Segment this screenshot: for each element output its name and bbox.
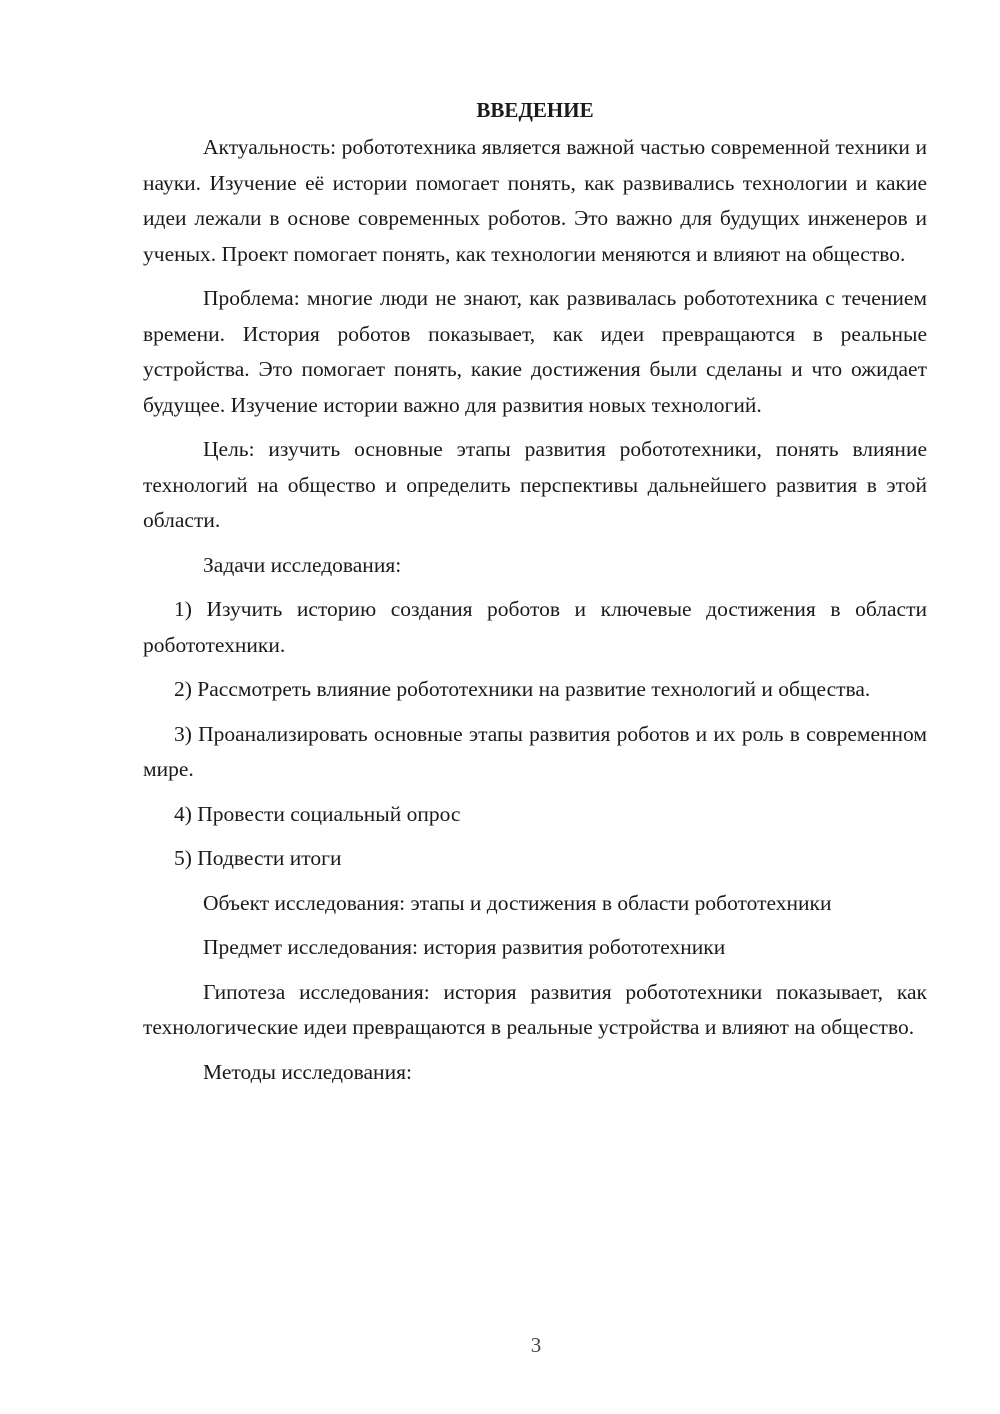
section-title: ВВЕДЕНИЕ <box>476 98 594 122</box>
task-item-3: 3) Проанализировать основные этапы развития роботов и их роль в современном мире. <box>143 721 927 781</box>
paragraph-relevance: Актуальность: робототехника является важной частью современной техники и науки. Изучение её истории помогает понять, как развивались технологии и какие идеи лежали в основе современных роботов. Это важно для будущих инженеров и ученых. Проект помогает понять, как технологии меняются и влияют на общество. <box>143 135 927 266</box>
paragraph-problem: Проблема: многие люди не знают, как развивалась робототехника с течением времени. История роботов показывает, как идеи превращаются в реальные устройства. Это помогает понять, какие достижения были сделаны и что ожидает будущее. Изучение истории важно для развития новых технологий. <box>143 286 927 417</box>
document-page <box>143 92 927 1090</box>
methods-heading: Методы исследования: <box>203 1059 412 1084</box>
task-item-2: 2) Рассмотреть влияние робототехники на развитие технологий и общества. <box>174 677 871 701</box>
paragraph-object: Объект исследования: этапы и достижения в области робототехники <box>203 890 832 915</box>
paragraph-hypothesis: Гипотеза исследования: история развития робототехники показывает, как технологические идеи превращаются в реальные устройства и влияют на общество. <box>143 979 927 1039</box>
page-number: 3 <box>530 1333 542 1357</box>
task-item-5: 5) Подвести итоги <box>174 846 342 870</box>
paragraph-subject: Предмет исследования: история развития робототехники <box>203 935 726 959</box>
paragraph-goal: Цель: изучить основные этапы развития робототехники, понять влияние технологий на общество и определить перспективы дальнейшего развития в этой области. <box>143 437 927 532</box>
task-item-1: 1) Изучить историю создания роботов и ключевые достижения в области робототехники. <box>143 597 927 657</box>
tasks-heading: Задачи исследования: <box>203 552 402 577</box>
task-item-4: 4) Провести социальный опрос <box>174 801 461 826</box>
